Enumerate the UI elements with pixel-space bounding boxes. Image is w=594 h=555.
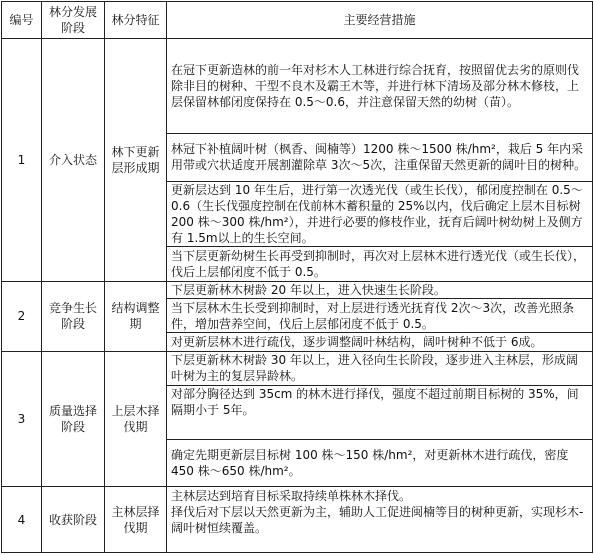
table-row	[2, 39, 593, 134]
table-row	[2, 281, 593, 298]
stage-feature: 林下更新层形成期	[105, 39, 167, 282]
header-stage: 林分发展阶段	[42, 2, 105, 39]
stage-no: 3	[2, 351, 42, 487]
measure-cell: 当下层更新幼树生长再受到抑制时，再次对上层林木进行透光伐（或生长伐），伐后上层郁闭度不低于 0.5。	[167, 247, 593, 281]
measure-cell: 确定先期更新层目标树 100 株～150 株/hm²，对更新林木进行疏伐，密度 450 株～650 株/hm²。	[167, 439, 593, 487]
header-feature: 林分特征	[105, 2, 167, 39]
table-row	[2, 351, 593, 385]
measure-cell: 当下层林木生长受到抑制时，对上层进行透光抚育伐 2次～3次，改善光照条件，增加营养空间，伐后上层郁闭度不低于 0.5。	[167, 299, 593, 333]
measure-cell: 对更新层林木进行疏伐，逐步调整阔叶林结构，阔叶树种不低于 6成。	[167, 333, 593, 351]
header-row	[2, 2, 593, 39]
measure-cell: 在冠下更新造林的前一年对杉木人工林进行综合抚育，按照留优去劣的原则伐除非目的树种、干型不良木及霸王木等，并进行林下清场及部分林木修枝，上层保留林郁闭度保持在 0.5～0.6，并注意保留天然的幼树（苗）。	[167, 39, 593, 134]
measure-cell: 更新层达到 10 年生后，进行第一次透光伐（或生长伐），郁闭度控制在 0.5～0.6（生长伐强度控制在伐前林木蓄积量的 25%以内，伐后确定上层木目标树 200 株～300 株/hm²），并进行必要的修枝作业，抚育后阔叶树幼树上及侧方有 1.5m以上的生长空间。	[167, 181, 593, 247]
table-row	[2, 487, 593, 504]
measure-cell: 对部分胸径达到 35cm 的林木进行择伐，强度不超过前期目标树的 35%，间隔期小于 5年。	[167, 385, 593, 439]
stage-feature: 结构调整期	[105, 281, 167, 351]
stage-name: 收获阶段	[42, 487, 105, 553]
stage-no: 2	[2, 281, 42, 351]
measure-cell: 择伐后对下层以天然更新为主，辅助人工促进闽楠等目的树种更新，实现杉木-阔叶树恒续覆盖。	[167, 504, 593, 553]
measure-cell: 主林层达到培育目标采取持续单株林木择伐。	[167, 487, 593, 504]
forest-management-table	[1, 1, 593, 553]
measure-cell: 下层更新林木树龄 20 年以上，进入快速生长阶段。	[167, 281, 593, 298]
stage-name: 质量选择阶段	[42, 351, 105, 487]
measure-cell: 下层更新林木树龄 30 年以上，进入径向生长阶段，逐步进入主林层，形成阔叶树为主的复层异龄林。	[167, 351, 593, 385]
stage-feature: 上层木择伐期	[105, 351, 167, 487]
stage-no: 4	[2, 487, 42, 553]
header-no: 编号	[2, 2, 42, 39]
stage-no: 1	[2, 39, 42, 282]
stage-name: 竞争生长阶段	[42, 281, 105, 351]
stage-name: 介入状态	[42, 39, 105, 282]
header-measures: 主要经营措施	[167, 2, 593, 39]
stage-feature: 主林层择伐期	[105, 487, 167, 553]
measure-cell: 林冠下补植阔叶树（枫香、闽楠等）1200 株～1500 株/hm²，栽后 5 年内采用带或穴状适度开展割灌除草 3次～5次，注重保留天然更新的阔叶目的树种。	[167, 134, 593, 182]
